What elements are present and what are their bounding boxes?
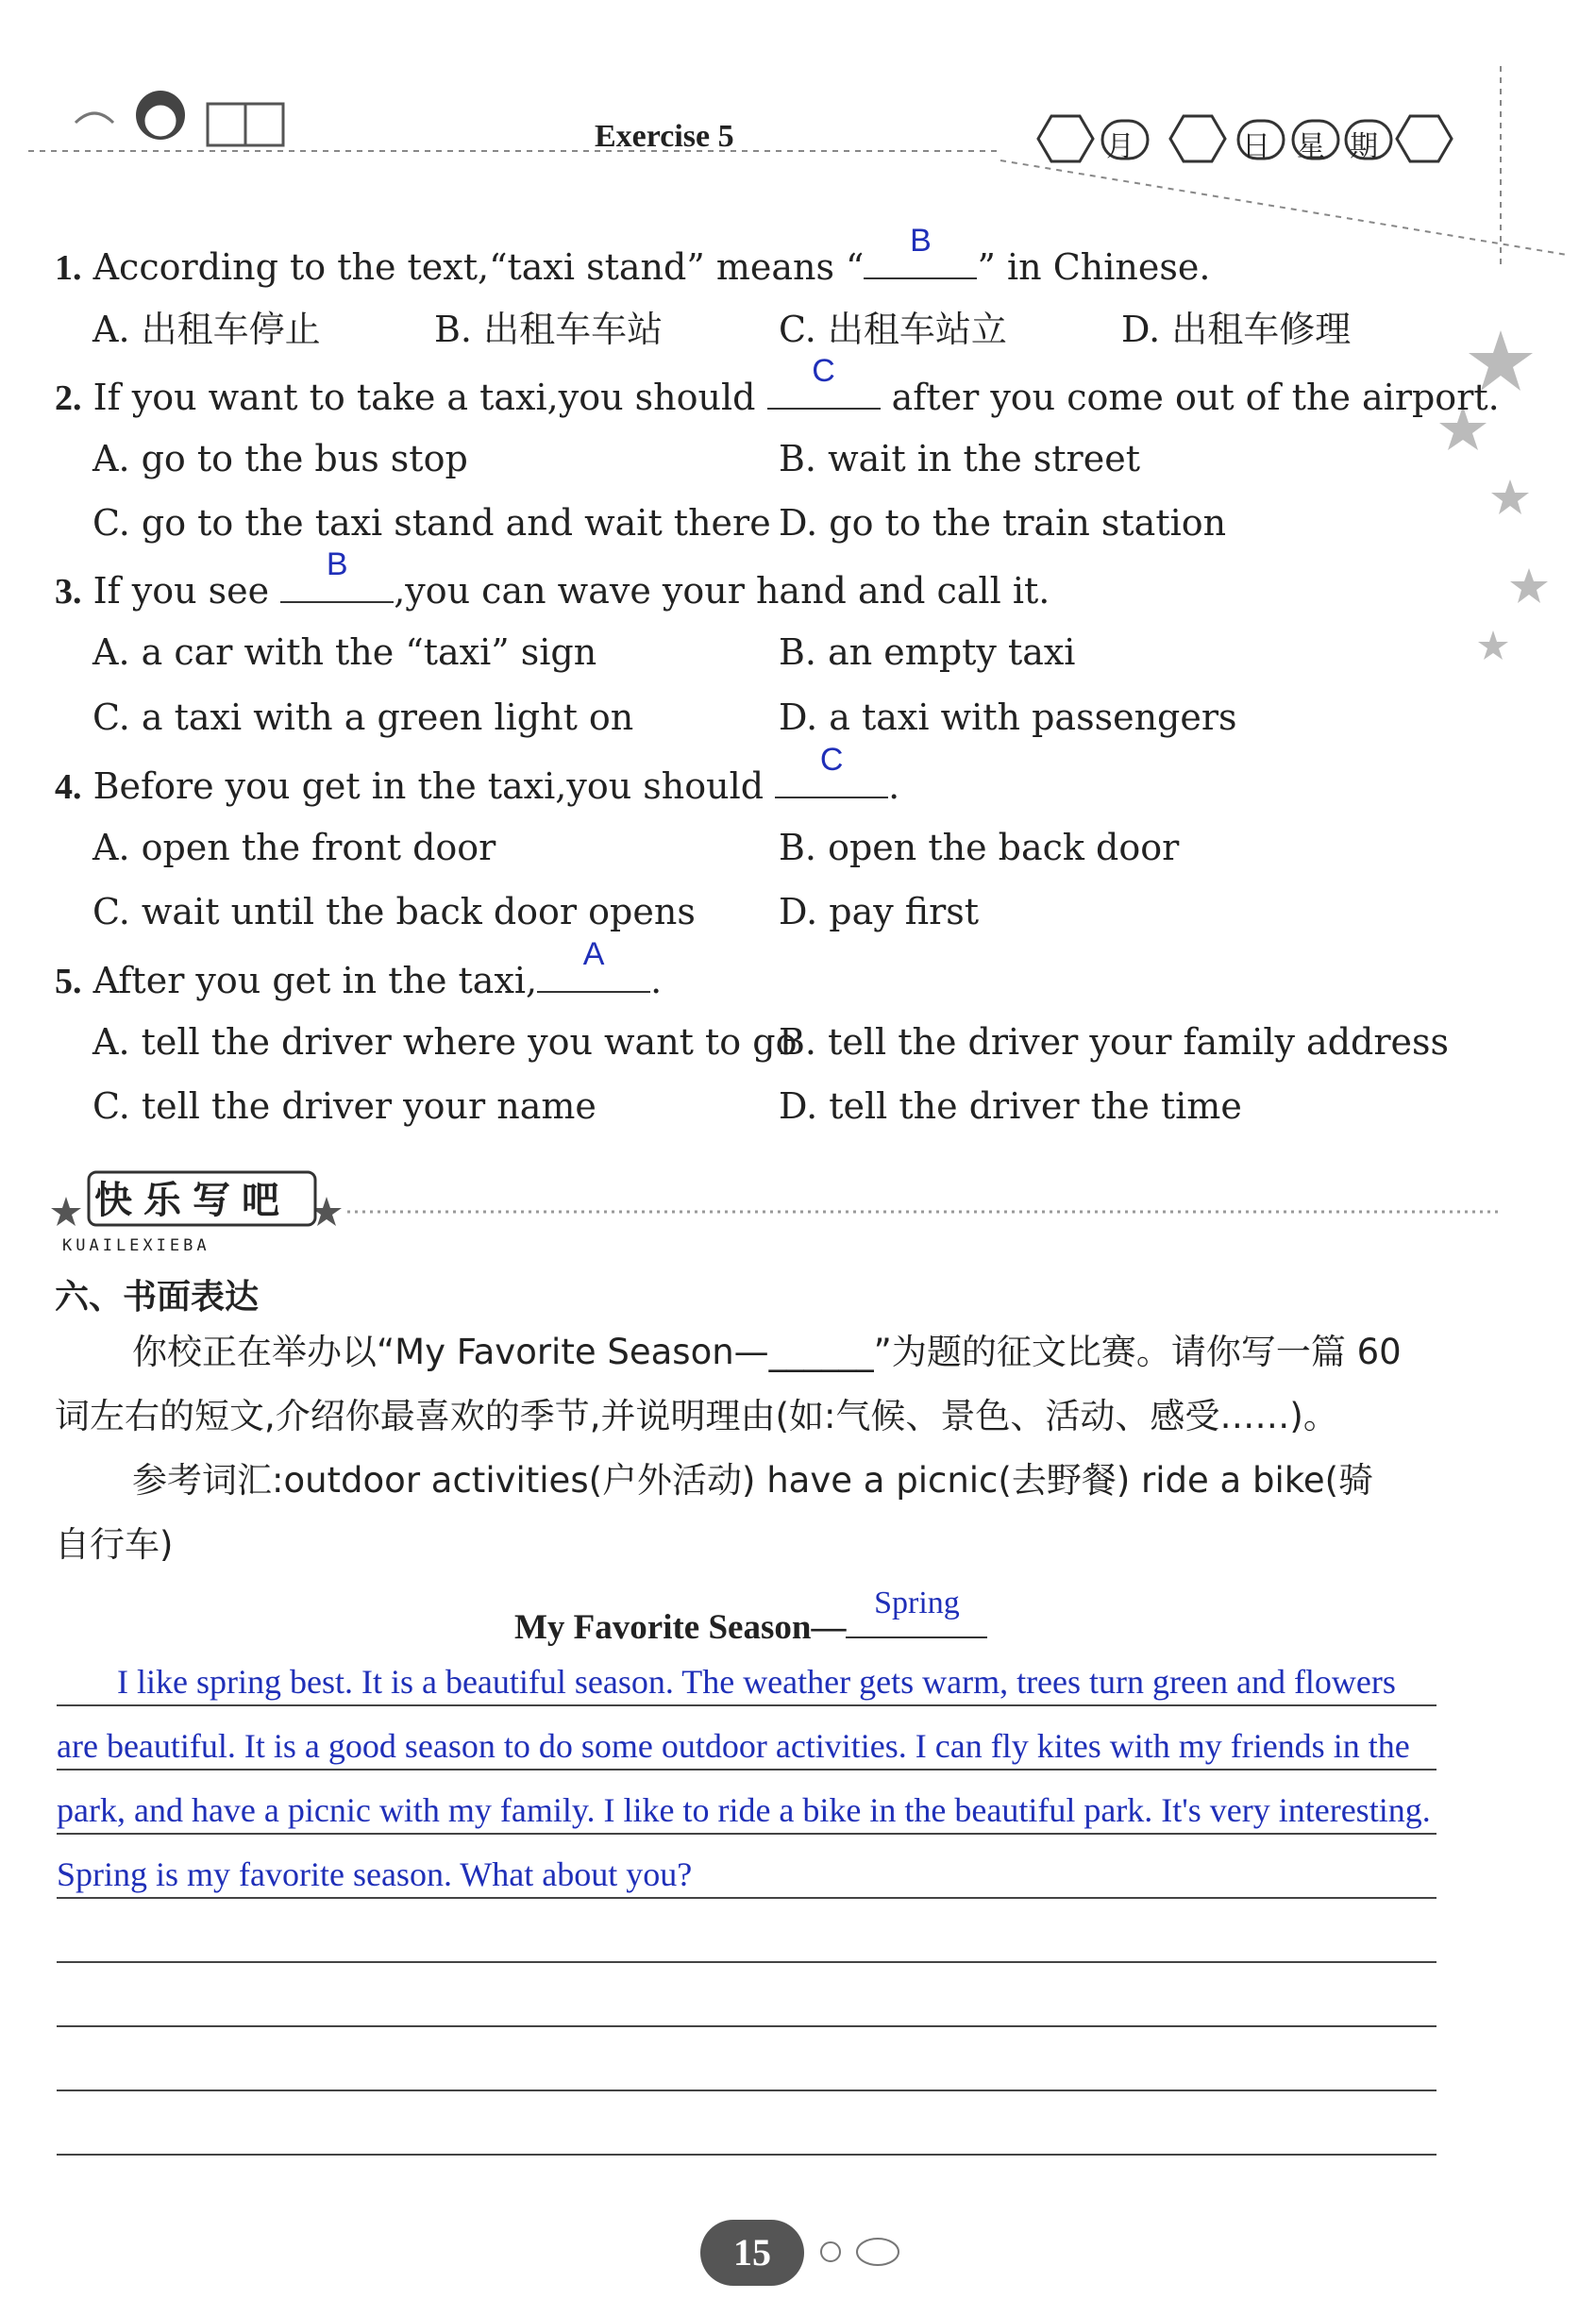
weekday-label-1: 星 — [1297, 130, 1325, 163]
option-d: D. tell the driver the time — [779, 1085, 1242, 1127]
option-d: D. go to the train station — [779, 502, 1227, 544]
question-stem: After you get in the taxi, — [92, 960, 538, 1001]
answer-text: B — [326, 546, 348, 582]
option-d: D. pay first — [779, 891, 980, 932]
star-icon — [51, 1197, 81, 1226]
writing-line — [57, 2154, 1436, 2156]
writing-line — [57, 2089, 1436, 2091]
question-number: 5. — [55, 962, 82, 1001]
answer-text: C — [819, 742, 844, 778]
option-c: C. wait until the back door opens — [92, 891, 696, 932]
prompt-line-1: 你校正在举办以“My Favorite Season—______”为题的征文比赛。请你写一篇 60 — [132, 1332, 1402, 1372]
question-stem-end: ” in Chinese. — [977, 246, 1211, 288]
essay-text-line-2: are beautiful. It is a good season to do some outdoor activities. I can fly kites with my friends in the — [57, 1727, 1410, 1765]
option-b: B. an empty taxi — [779, 631, 1076, 673]
writing-line — [57, 1704, 1436, 1706]
question-number: 1. — [55, 248, 82, 288]
question-stem: If you want to take a taxi,you should — [92, 377, 767, 418]
question-1 — [55, 223, 1211, 288]
prompt-line-2: 词左右的短文,介绍你最喜欢的季节,并说明理由(如:气候、景色、活动、感受……)。 — [55, 1396, 1338, 1436]
page-number-decoration — [802, 2229, 906, 2276]
question-5 — [55, 936, 663, 1001]
writing-line — [57, 1769, 1436, 1771]
option-b: B. open the back door — [779, 827, 1180, 868]
option-c: C. go to the taxi stand and wait there — [92, 502, 771, 544]
question-stem: Before you get in the taxi,you should — [92, 765, 776, 807]
answer-blank[interactable] — [537, 936, 650, 993]
option-a: A. go to the bus stop — [92, 438, 468, 479]
option-b: B. tell the driver your family address — [779, 1021, 1450, 1063]
writing-line — [57, 1833, 1436, 1835]
question-number: 4. — [55, 767, 82, 807]
answer-blank[interactable] — [775, 742, 888, 798]
question-4 — [55, 742, 900, 807]
star-icon — [1510, 568, 1548, 603]
writing-line — [57, 1961, 1436, 1963]
banner-title: 快乐写吧 — [94, 1179, 291, 1222]
option-a: A. tell the driver where you want to go — [92, 1021, 798, 1063]
star-icon — [1491, 479, 1529, 514]
answer-blank[interactable] — [864, 223, 977, 279]
option-a: A. 出租车停止 — [92, 309, 321, 350]
essay-title-blank[interactable] — [846, 1586, 987, 1638]
question-2 — [55, 353, 1500, 418]
question-stem: According to the text,“taxi stand” means “ — [92, 246, 865, 288]
banner-pinyin: KUAILEXIEBA — [62, 1236, 210, 1255]
essay-text-line-4: Spring is my favorite season. What about you? — [57, 1855, 693, 1893]
writing-line — [57, 1897, 1436, 1899]
question-stem-end: after you come out of the airport. — [880, 377, 1500, 418]
question-stem-end: . — [888, 765, 900, 807]
question-stem: If you see — [92, 570, 281, 612]
option-a: A. a car with the “taxi” sign — [92, 631, 597, 673]
essay-title — [514, 1586, 987, 1648]
star-icon — [1478, 630, 1508, 660]
answer-text: A — [582, 936, 605, 972]
essay-text-line-3: park, and have a picnic with my family. I like to ride a bike in the beautiful park. It's very interesting. — [57, 1791, 1431, 1829]
question-stem-end: . — [650, 960, 663, 1001]
question-number: 3. — [55, 572, 82, 612]
writing-line — [57, 2025, 1436, 2027]
vocab-line-1: 参考词汇:outdoor activities(户外活动) have a picnic(去野餐) ride a bike(骑 — [132, 1460, 1374, 1501]
answer-text: C — [812, 353, 835, 389]
section-title: 六、书面表达 — [55, 1278, 260, 1317]
question-stem-end: ,you can wave your hand and call it. — [394, 570, 1050, 612]
option-d: D. a taxi with passengers — [779, 696, 1237, 738]
question-number: 2. — [55, 378, 82, 418]
stars-decoration — [1416, 321, 1586, 680]
question-3 — [55, 546, 1050, 612]
option-c: C. 出租车站立 — [779, 309, 1007, 350]
answer-text: B — [910, 223, 932, 259]
option-c: C. tell the driver your name — [92, 1085, 596, 1127]
option-b: B. 出租车车站 — [434, 309, 664, 350]
option-d: D. 出租车修理 — [1121, 309, 1352, 350]
essay-title-text: My Favorite Season— — [514, 1608, 847, 1647]
page-number: 15 — [700, 2220, 804, 2286]
month-label: 月 — [1106, 130, 1134, 163]
answer-blank[interactable] — [767, 353, 881, 410]
option-a: A. open the front door — [92, 827, 496, 868]
answer-blank[interactable] — [280, 546, 394, 603]
cartoon-reading-icon — [76, 91, 283, 145]
weekday-label-2: 期 — [1350, 130, 1378, 163]
option-c: C. a taxi with a green light on — [92, 696, 634, 738]
option-b: B. wait in the street — [779, 438, 1140, 479]
essay-text-line-1: I like spring best. It is a beautiful season. The weather gets warm, trees turn green and flowers — [117, 1663, 1396, 1701]
day-label: 日 — [1242, 130, 1270, 163]
vocab-line-2: 自行车) — [55, 1524, 174, 1565]
essay-title-answer: Spring — [874, 1586, 960, 1620]
page-title: Exercise 5 — [595, 119, 734, 154]
